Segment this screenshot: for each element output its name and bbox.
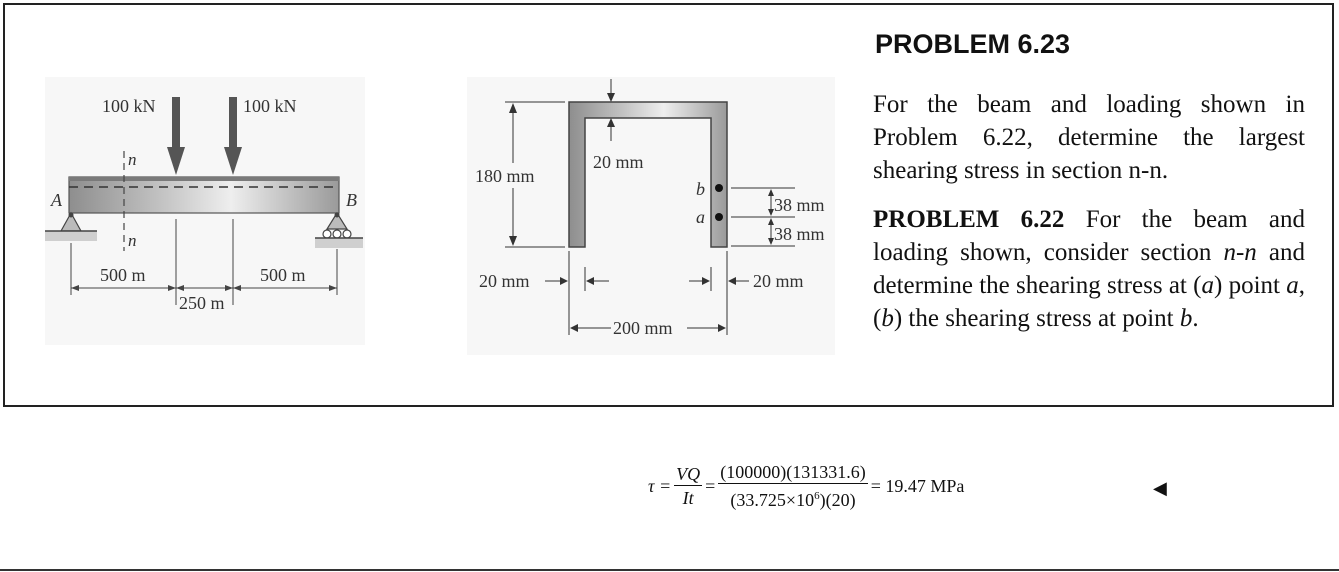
- referenced-problem-label: PROBLEM 6.22: [873, 206, 1065, 233]
- referenced-problem: PROBLEM 6.22 For the beam and loading shown, consider section n-n and determine the shearing stress at (a) point a, (b) the shearing stress at point b.: [873, 206, 1306, 332]
- problem-statement: For the beam and loading shown in Problem 6.22, determine the largest shearing stress in section n-n.: [873, 91, 1305, 184]
- problem-text-column: [873, 29, 1305, 335]
- formula-equals: =: [705, 475, 716, 496]
- load-left-label: 100 kN: [102, 96, 156, 116]
- dim-center-label: 250 m: [179, 293, 225, 313]
- problem-figures: [5, 5, 865, 405]
- fraction-vq-it: $\frac{VQ}{It}$: [676, 464, 701, 508]
- dim-b-label: 38 mm: [774, 195, 825, 215]
- left-web-label: 20 mm: [479, 271, 530, 291]
- dim-a-label: 38 mm: [774, 224, 825, 244]
- end-of-solution-marker: ◀: [1153, 478, 1167, 498]
- fraction-values: $\frac{(100000)(131331.6)}{(33.725\times 10^6)(20)}$: [720, 462, 866, 510]
- section-label-top: n: [128, 150, 137, 169]
- section-label-bottom: n: [128, 231, 137, 250]
- width-label: 200 mm: [613, 318, 673, 338]
- formula-result: = 19.47 MPa: [870, 475, 965, 496]
- bottom-divider: [0, 569, 1339, 571]
- height-label: 180 mm: [475, 166, 535, 186]
- point-b-label: b: [696, 179, 705, 199]
- beam-body: [69, 177, 339, 213]
- dim-left-label: 500 m: [100, 265, 146, 285]
- flange-thickness-label: 20 mm: [593, 152, 644, 172]
- cross-section-figure: [467, 77, 835, 355]
- point-a-marker: [715, 213, 723, 221]
- formula-lhs: τ =: [648, 475, 672, 496]
- point-b-marker: [715, 184, 723, 192]
- problem-title: PROBLEM 6.23: [875, 29, 1071, 59]
- load-right-label: 100 kN: [243, 96, 297, 116]
- support-a-label: A: [51, 190, 62, 210]
- problem-box: [3, 3, 1334, 407]
- beam-figure: [45, 77, 365, 345]
- solution-formula: [648, 462, 964, 510]
- point-a-label: a: [696, 207, 705, 227]
- support-b-label: B: [346, 190, 357, 210]
- right-web-label: 20 mm: [753, 271, 804, 291]
- dim-right-label: 500 m: [260, 265, 306, 285]
